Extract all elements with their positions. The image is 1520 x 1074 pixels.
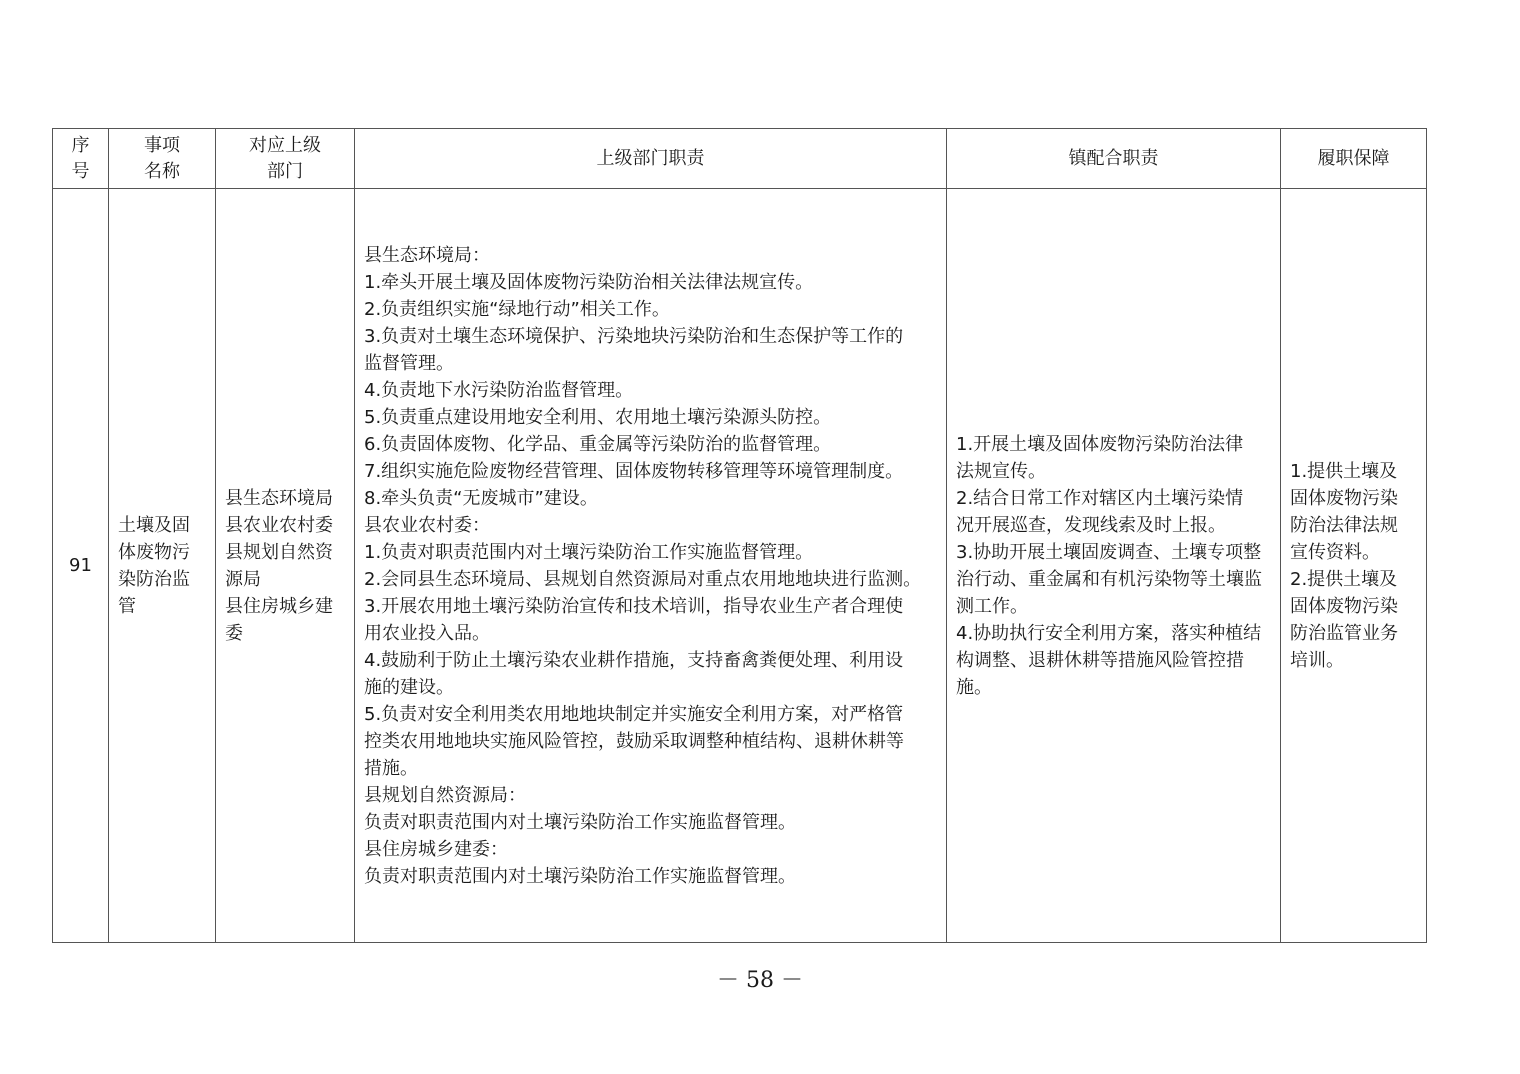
header-seq	[53, 129, 109, 189]
table-body	[53, 189, 1427, 943]
header-superior-dept	[216, 129, 355, 189]
cell-line: 2.结合日常工作对辖区内土壤污染情	[956, 487, 1244, 509]
cell-line: 县农业农村委：	[364, 514, 490, 536]
cell-line: 2.负责组织实施“绿地行动”相关工作。	[364, 298, 670, 320]
header-seq-line: 序	[71, 134, 90, 156]
cell-line: 8.牵头负责“无废城市”建设。	[364, 487, 598, 509]
header-superior-duty: 上级部门职责	[355, 129, 947, 189]
cell-line: 县住房城乡建委：	[364, 838, 508, 860]
cell-line: 7.组织实施危险废物经营管理、固体废物转移管理等环境管理制度。	[364, 460, 904, 482]
cell-line: 测工作。	[956, 595, 1028, 617]
header-item-name-line: 事项	[144, 134, 180, 156]
cell-line: 况开展巡查，发现线索及时上报。	[956, 514, 1226, 536]
cell-line: 法规宣传。	[956, 460, 1046, 482]
cell-line: 县生态环境局：	[364, 244, 490, 266]
cell-line: 6.负责固体废物、化学品、重金属等污染防治的监督管理。	[364, 433, 832, 455]
cell-line: 固体废物污染	[1290, 595, 1398, 617]
cell-line: 委	[225, 622, 243, 644]
cell-line: 防治法律法规	[1290, 514, 1398, 536]
cell-line: 4.鼓励利于防止土壤污染农业耕作措施，支持畜禽粪便处理、利用设	[364, 649, 904, 671]
cell-superior-dept	[216, 189, 355, 943]
cell-line: 培训。	[1290, 649, 1344, 671]
cell-line: 负责对职责范围内对土壤污染防治工作实施监督管理。	[364, 811, 796, 833]
cell-line: 施的建设。	[364, 676, 454, 698]
cell-line: 5.负责重点建设用地安全利用、农用地土壤污染源头防控。	[364, 406, 832, 428]
cell-line: 源局	[225, 568, 261, 590]
cell-line: 宣传资料。	[1290, 541, 1380, 563]
cell-line: 3.协助开展土壤固废调查、土壤专项整	[956, 541, 1262, 563]
table-header	[53, 129, 1427, 189]
cell-line: 固体废物污染	[1290, 487, 1398, 509]
cell-line: 控类农用地地块实施风险管控，鼓励采取调整种植结构、退耕休耕等	[364, 730, 904, 752]
header-item-name-line: 名称	[144, 160, 180, 182]
cell-line: 防治监管业务	[1290, 622, 1398, 644]
cell-line: 1.提供土壤及	[1290, 460, 1398, 482]
cell-line: 1.负责对职责范围内对土壤污染防治工作实施监督管理。	[364, 541, 814, 563]
cell-line: 县住房城乡建	[225, 595, 333, 617]
cell-line: 施。	[956, 676, 992, 698]
responsibility-table	[52, 128, 1427, 943]
cell-line: 土壤及固	[118, 514, 190, 536]
cell-seq: 91	[53, 189, 109, 943]
cell-line: 4.协助执行安全利用方案，落实种植结	[956, 622, 1262, 644]
cell-line: 构调整、退耕休耕等措施风险管控措	[956, 649, 1244, 671]
header-item-name	[109, 129, 216, 189]
cell-line: 4.负责地下水污染防治监督管理。	[364, 379, 634, 401]
cell-line: 2.提供土壤及	[1290, 568, 1398, 590]
cell-line: 用农业投入品。	[364, 622, 490, 644]
header-town-duty: 镇配合职责	[947, 129, 1281, 189]
cell-superior-duty	[355, 189, 947, 943]
cell-line: 县规划自然资源局：	[364, 784, 526, 806]
cell-line: 2.会同县生态环境局、县规划自然资源局对重点农用地地块进行监测。	[364, 568, 922, 590]
header-superior-dept-line: 对应上级	[249, 134, 321, 156]
header-guarantee: 履职保障	[1281, 129, 1427, 189]
header-seq-line: 号	[71, 160, 90, 182]
cell-line: 染防治监	[118, 568, 190, 590]
cell-line: 5.负责对安全利用类农用地地块制定并实施安全利用方案，对严格管	[364, 703, 904, 725]
cell-line: 1.开展土壤及固体废物污染防治法律	[956, 433, 1244, 455]
cell-item-name	[109, 189, 216, 943]
cell-line: 1.牵头开展土壤及固体废物污染防治相关法律法规宣传。	[364, 271, 814, 293]
cell-line: 措施。	[364, 757, 418, 779]
header-row	[53, 129, 1427, 189]
cell-line: 县生态环境局	[225, 487, 333, 509]
table-row	[53, 189, 1427, 943]
cell-line: 监督管理。	[364, 352, 454, 374]
cell-line: 治行动、重金属和有机污染物等土壤监	[956, 568, 1262, 590]
cell-line: 体废物污	[118, 541, 190, 563]
cell-town-duty	[947, 189, 1281, 943]
cell-guarantee	[1281, 189, 1427, 943]
cell-line: 3.负责对土壤生态环境保护、污染地块污染防治和生态保护等工作的	[364, 325, 904, 347]
cell-line: 县农业农村委	[225, 514, 333, 536]
cell-line: 县规划自然资	[225, 541, 333, 563]
cell-line: 负责对职责范围内对土壤污染防治工作实施监督管理。	[364, 865, 796, 887]
page-number: － 58 －	[717, 968, 803, 993]
header-superior-dept-line: 部门	[267, 160, 303, 182]
cell-line: 管	[118, 595, 136, 617]
cell-line: 3.开展农用地土壤污染防治宣传和技术培训，指导农业生产者合理使	[364, 595, 904, 617]
